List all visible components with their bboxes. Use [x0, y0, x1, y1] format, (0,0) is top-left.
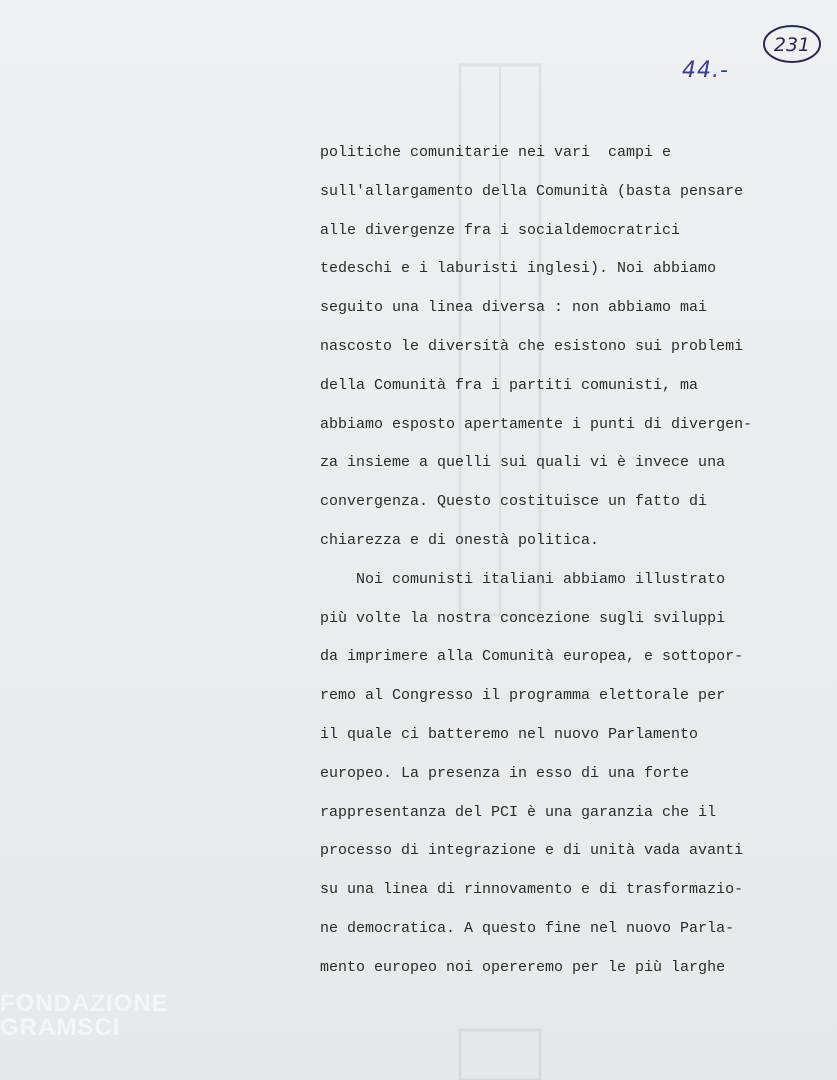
text-line: sull'allargamento della Comunità (basta pensare: [320, 182, 744, 200]
text-line: rappresentanza del PCI è una garanzia che il: [320, 803, 717, 821]
text-line: più volte la nostra concezione sugli sviluppi: [320, 609, 726, 627]
text-line: politiche comunitarie nei vari campi e: [320, 144, 672, 161]
text-line: europeo. La presenza in esso di una forte: [320, 764, 690, 782]
text-line: Noi comunisti italiani abbiamo illustrato: [320, 570, 726, 588]
text-line: alle divergenze fra i socialdemocratrici: [320, 221, 681, 239]
text-line: da imprimere alla Comunità europea, e sottopor-: [320, 648, 744, 666]
text-line: seguito una linea diversa : non abbiamo mai: [320, 299, 708, 317]
text-line: su una linea di rinnovamento e di trasformazio-: [320, 881, 744, 899]
text-line: convergenza. Questo costituisce un fatto di: [320, 493, 708, 511]
page-stamp: [760, 22, 824, 66]
page-stamp-number: 231: [773, 34, 811, 56]
text-line: nascosto le diversità che esistono sui problemi: [320, 337, 744, 355]
text-line: mento europeo noi opereremo per le più larghe: [320, 958, 726, 976]
body-text: [320, 134, 820, 988]
text-line: za insieme a quelli sui quali vi è invece una: [320, 454, 726, 472]
foundation-logo: FONDAZIONE GRAMSCI: [0, 990, 169, 1041]
text-line: abbiamo esposto apertamente i punti di divergen-: [320, 415, 753, 433]
text-line: processo di integrazione e di unità vada avanti: [320, 842, 744, 860]
page-number: 44.-: [682, 58, 729, 83]
text-line: della Comunità fra i partiti comunisti, ma: [320, 376, 699, 394]
text-line: chiarezza e di onestà politica.: [320, 531, 600, 549]
text-line: tedeschi e i laburisti inglesi). Noi abbiamo: [320, 260, 717, 278]
text-line: il quale ci batteremo nel nuovo Parlamento: [320, 725, 699, 743]
archive-watermark-lower: [455, 1025, 545, 1080]
text-line: ne democratica. A questo fine nel nuovo Parla-: [320, 919, 735, 937]
text-line: remo al Congresso il programma elettorale per: [320, 687, 726, 705]
